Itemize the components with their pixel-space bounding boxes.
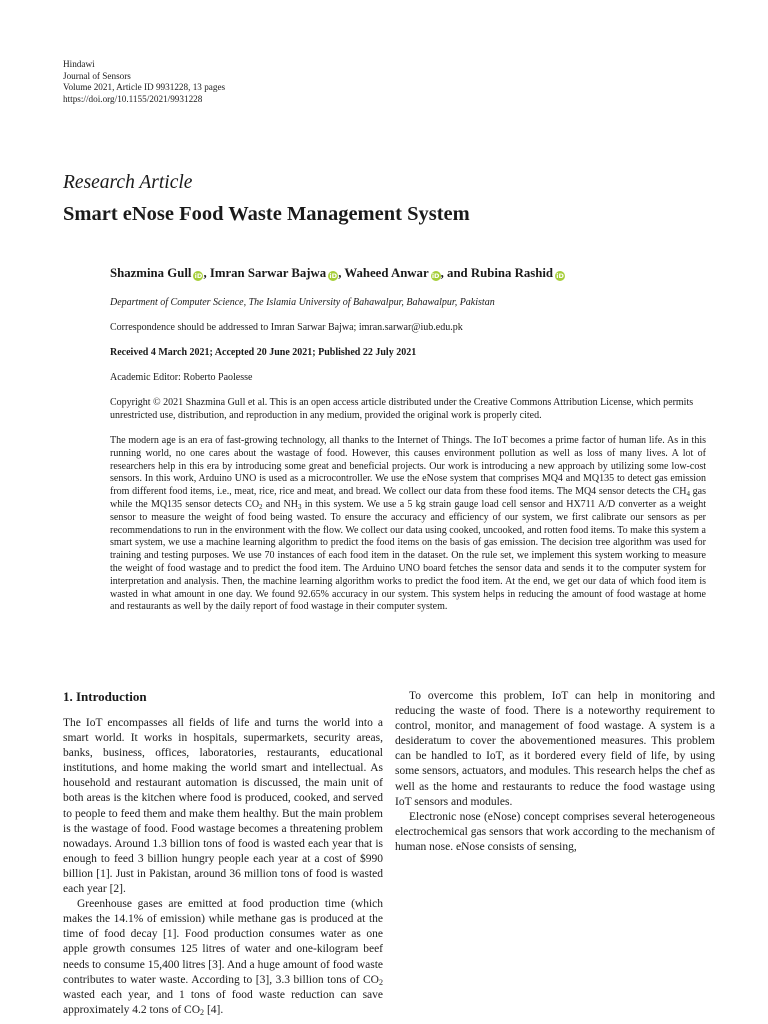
author-name: Rubina Rashid xyxy=(470,266,554,280)
author-name: Imran Sarwar Bajwa xyxy=(209,266,327,280)
author-list xyxy=(110,266,565,281)
publication-dates: Received 4 March 2021; Accepted 20 June 2021; Published 22 July 2021 xyxy=(110,347,417,358)
orcid-icon[interactable]: iD xyxy=(431,272,440,280)
copyright-notice: Copyright © 2021 Shazmina Gull et al. This is an open access article distributed under the Creative Commons Attribution License, which permits unrestricted use, distribution, and reproduction in any medium, provided the original work is properly cited. xyxy=(110,397,694,421)
paragraph xyxy=(63,897,383,1018)
paragraph-text: [4]. xyxy=(204,1003,224,1016)
orcid-icon[interactable]: iD xyxy=(194,272,203,280)
article-title: Smart eNose Food Waste Management System xyxy=(63,203,470,225)
article-type: Research Article xyxy=(63,172,193,193)
paragraph: The IoT encompasses all fields of life and turns the world into a smart world. It works in hospitals, supermarkets, security areas, banks, business, offices, laboratories, restaurants, educational institutions, and home making the world smart and intellectual. As household and restaurant automation is discussed, the main unit of both areas is the kitchen where food is produced, cooked, and served to people to feed them and make them healthy. But the main problem is the wastage of food. Food wastage becomes a threatening problem nowadays. Around 1.3 billion tons of food is wasted each year that is enough to feed 3 billion hungry people each year at a cost of $990 billion [1]. Just in Pakistan, around 36 million tons of food is wasted each year [2]. xyxy=(63,717,383,896)
correspondence: Correspondence should be addressed to Imran Sarwar Bajwa; imran.sarwar@iub.edu.pk xyxy=(110,322,463,333)
abstract-text: The modern age is an era of fast-growing technology, all thanks to the Internet of Things. The IoT becomes a prime factor of human life. As in this running world, no one cares about the wastage of food. However, this causes environment pollution as well as loss of many lives. A lot of researchers help in this era by introducing some great and beneficial projects. Our work is introducing a new approach by utilizing some low-cost sensors. In this work, Arduino UNO is used as a microcontroller. We use the eNose system that comprises MQ4 and MQ135 to detect gas emission from different food items, i.e., meat, rice, rice and meat, and bread. We collect our data from these food items. The MQ4 sensor detects the CH xyxy=(110,435,706,498)
paragraph-text: wasted each year, and 1 tons of food waste reduction can save approximately 4.2 tons of CO xyxy=(63,988,383,1016)
section-heading: 1. Introduction xyxy=(63,689,147,704)
orcid-icon[interactable]: iD xyxy=(329,272,338,280)
author-separator: , and xyxy=(440,266,471,280)
paragraph: Electronic nose (eNose) concept comprises several heterogeneous electrochemical gas sensors that work according to the mechanism of human nose. eNose consists of sensing, xyxy=(395,810,715,853)
subscript: 4 xyxy=(686,490,690,499)
author-name: Waheed Anwar xyxy=(344,266,429,280)
author-separator: , xyxy=(203,266,210,280)
journal-name: Journal of Sensors xyxy=(63,70,131,81)
subscript: 2 xyxy=(259,502,263,511)
subscript: 2 xyxy=(378,977,383,987)
left-column xyxy=(63,689,383,1018)
subscript: 2 xyxy=(200,1007,205,1017)
abstract-text: and NH xyxy=(262,498,298,510)
orcid-icon[interactable]: iD xyxy=(556,272,564,280)
journal-meta xyxy=(63,59,225,105)
paragraph-text: Greenhouse gases are emitted at food production time (which makes the 14.1% of emission) while methane gas is produced at the time of food decay [1]. Food production consumes water as one apple growth consumes 125 litres of water and one-kilogram beef needs to consume 15,400 litres [3]. And a huge amount of food waste contributes to water waste. According to [3], 3.3 billion tons of CO xyxy=(63,898,383,986)
paragraph: To overcome this problem, IoT can help in monitoring and reducing the waste of food. There is a noteworthy requirement to control, monitor, and management of food wastage. A system is a desideratum to cover the abovementioned measures. This problem can be handled to IoT, as it bordered every field of life, by using some sensors, actuators, and modules. This research helps the chef as well as the home and restaurants to reduce the food wastage using IoT sensors and modules. xyxy=(395,690,715,808)
volume-info: Volume 2021, Article ID 9931228, 13 pages xyxy=(63,82,226,93)
doi-link[interactable]: https://doi.org/10.1155/2021/9931228 xyxy=(63,93,203,104)
abstract-text: in this system. We use a 5 kg strain gauge load cell sensor and HX711 A/D converter as a weight sensor to measure the weight of food being wasted. To ensure the accuracy and efficiency of our system, we first calibrate our sensors as per recommendations to run in the environment with the flow. We collect our data using cooked, uncooked, and rotten food items. To make this system a smart system, we use a machine learning algorithm to predict the food items on the basis of gas emission. The decision tree algorithm was used for training and testing purposes. We use 70 instances of each food item in the dataset. On the rule set, we implement this system working to measure the weight of food wastage and to predict the food item. The Arduino UNO board fetches the sensor data and sends it to the computer system for interpretation and analysis. Then, the machine learning algorithm works to predict the food item. At the end, we get our data of which food item is wasted in what amount in one day. We found 92.65% accuracy in our system. This system helps in reducing the amount of food wastage at home and restaurants as well by the daily report of food wastage in their computer system. xyxy=(110,498,706,613)
academic-editor: Academic Editor: Roberto Paolesse xyxy=(110,372,253,383)
author-name: Shazmina Gull xyxy=(110,266,192,280)
affiliation: Department of Computer Science, The Islamia University of Bahawalpur, Bahawalpur, Pakistan xyxy=(110,297,495,308)
publisher-name: Hindawi xyxy=(63,59,95,69)
right-column xyxy=(395,689,715,855)
author-separator: , xyxy=(338,266,345,280)
abstract-text: gas while the MQ135 sensor detects CO xyxy=(110,486,706,510)
subscript: 3 xyxy=(297,502,302,511)
abstract xyxy=(110,435,706,614)
